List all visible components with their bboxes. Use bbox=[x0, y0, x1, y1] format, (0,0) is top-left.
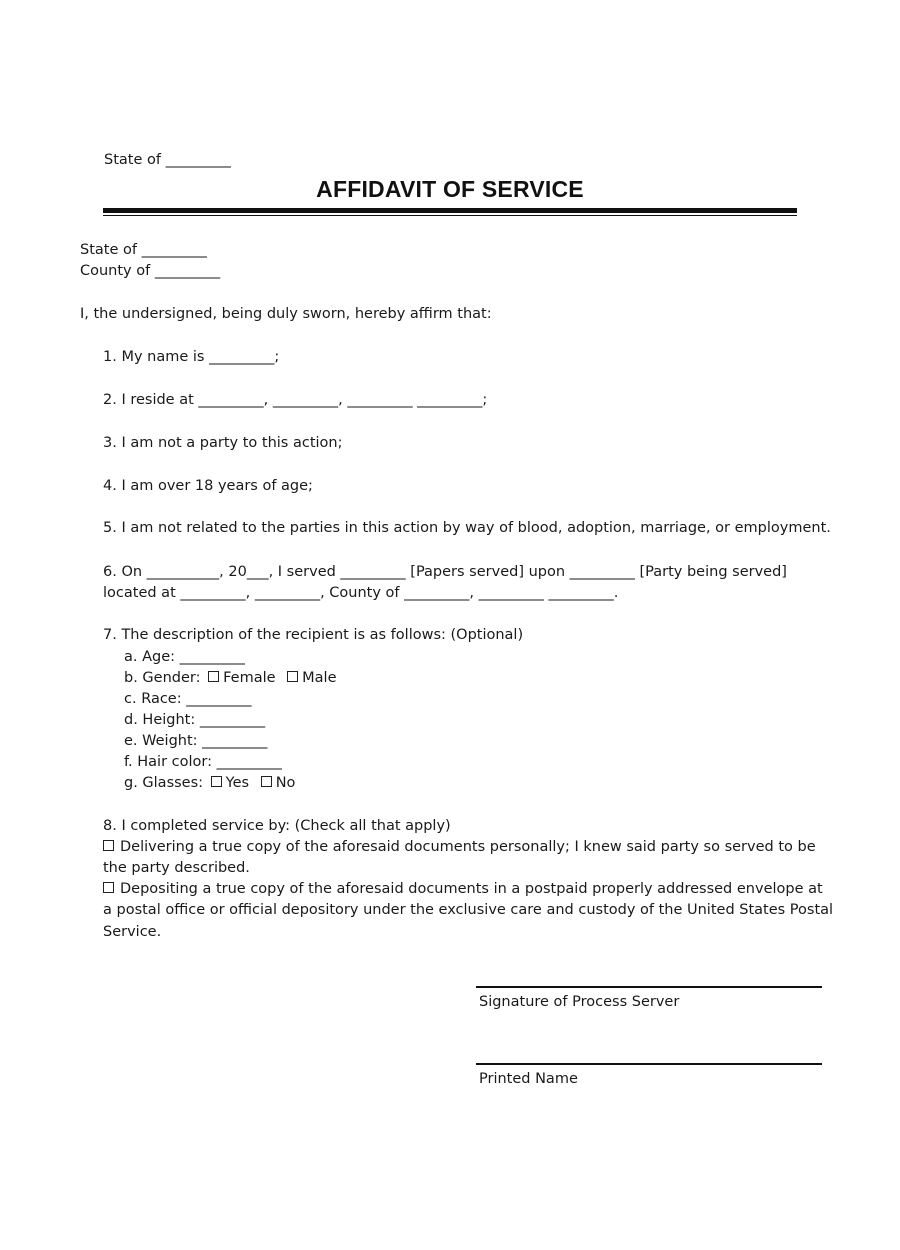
item-8-heading: 8. I completed service by: (Check all that apply) bbox=[103, 818, 451, 834]
item-8-option-2-line-1 bbox=[103, 879, 823, 899]
item-2-residence: 2. I reside at _________, _________, _________ _________; bbox=[103, 392, 488, 408]
personal-delivery-checkbox[interactable] bbox=[103, 840, 114, 851]
glasses-label: g. Glasses: bbox=[124, 775, 204, 791]
personal-delivery-text: Delivering a true copy of the aforesaid documents personally; I knew said party so served to be bbox=[120, 839, 816, 855]
item-8-option-1-line-1 bbox=[103, 837, 816, 857]
male-checkbox[interactable] bbox=[287, 671, 298, 682]
item-7-heading: 7. The description of the recipient is as follows: (Optional) bbox=[103, 627, 524, 643]
title-rule-thick bbox=[103, 208, 797, 213]
item-7f-hair-color: f. Hair color: _________ bbox=[124, 754, 282, 770]
item-7a-age: a. Age: _________ bbox=[124, 649, 245, 665]
postal-deposit-text: Depositing a true copy of the aforesaid documents in a postpaid properly addressed envelope at bbox=[120, 881, 823, 897]
item-5-not-related: 5. I am not related to the parties in this action by way of blood, adoption, marriage, or employment. bbox=[103, 520, 831, 536]
gender-label: b. Gender: bbox=[124, 670, 201, 686]
postal-deposit-checkbox[interactable] bbox=[103, 882, 114, 893]
process-server-signature-label: Signature of Process Server bbox=[479, 994, 680, 1010]
glasses-no-checkbox[interactable] bbox=[261, 776, 272, 787]
item-7c-race: c. Race: _________ bbox=[124, 691, 252, 707]
printed-name-line[interactable] bbox=[476, 1063, 822, 1065]
item-6-served-line-1: 6. On __________, 20___, I served _________ [Papers served] upon _________ [Party being served] bbox=[103, 564, 787, 580]
item-1-name: 1. My name is _________; bbox=[103, 349, 280, 365]
venue-county: County of _________ bbox=[80, 263, 221, 279]
intro-statement: I, the undersigned, being duly sworn, hereby affirm that: bbox=[80, 306, 492, 322]
female-label: Female bbox=[223, 670, 276, 686]
glasses-yes-label: Yes bbox=[225, 775, 250, 791]
glasses-yes-checkbox[interactable] bbox=[211, 776, 222, 787]
item-7d-height: d. Height: _________ bbox=[124, 712, 266, 728]
document-title: AFFIDAVIT OF SERVICE bbox=[316, 176, 584, 202]
item-6-served-line-2: located at _________, _________, County of _________, _________ _________. bbox=[103, 585, 619, 601]
item-7b-gender bbox=[124, 668, 337, 688]
title-rule-thin bbox=[103, 215, 797, 216]
item-4-age: 4. I am over 18 years of age; bbox=[103, 478, 313, 494]
item-8-option-1-line-2: the party described. bbox=[103, 860, 250, 876]
header-state-of: State of _________ bbox=[104, 152, 231, 168]
item-8-option-2-line-2: a postal office or official depository under the exclusive care and custody of the United States Postal bbox=[103, 902, 834, 918]
glasses-no-label: No bbox=[275, 775, 296, 791]
printed-name-label: Printed Name bbox=[479, 1071, 578, 1087]
female-checkbox[interactable] bbox=[208, 671, 219, 682]
item-7e-weight: e. Weight: _________ bbox=[124, 733, 268, 749]
process-server-signature-line[interactable] bbox=[476, 986, 822, 988]
item-7g-glasses bbox=[124, 773, 295, 793]
item-3-not-party: 3. I am not a party to this action; bbox=[103, 435, 343, 451]
male-label: Male bbox=[302, 670, 337, 686]
item-8-option-2-line-3: Service. bbox=[103, 924, 162, 940]
venue-state: State of _________ bbox=[80, 242, 207, 258]
